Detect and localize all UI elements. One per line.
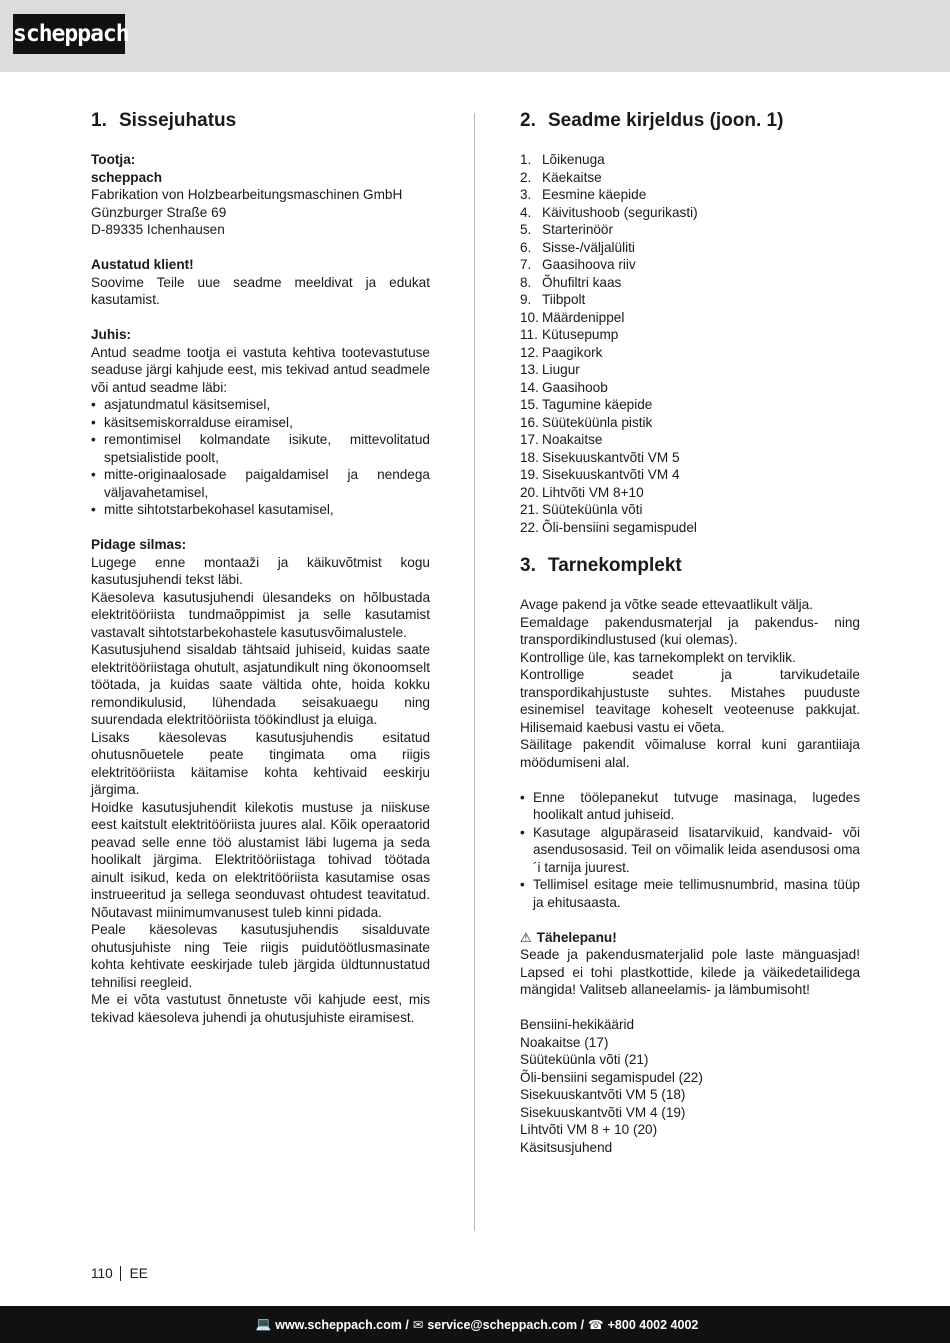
- attention-paragraph: Lisaks käesolevas kasutusjuhendis esitatud ohutusnõuetele peate tingimata oma riigis elektritööriista käitamise kohta kehtivaid eeskirju järgima.: [91, 729, 430, 797]
- list-item: 3. Eesmine käepide: [520, 187, 647, 202]
- list-item: Õli-bensiini segamispudel (22): [520, 1069, 703, 1085]
- left-column: [91, 108, 430, 1044]
- page-number-block: [91, 1266, 148, 1281]
- phone-icon: ☎: [588, 1318, 604, 1332]
- delivery-paragraph: Eemaldage pakendusmaterjal ja pakendus- ning transpordikindlustused (kui olemas).: [520, 614, 860, 647]
- language-code: EE: [129, 1266, 148, 1281]
- header-bar: [0, 0, 950, 72]
- list-item: Sisekuuskantvõti VM 4 (19): [520, 1104, 686, 1120]
- list-item: 14. Gaasihoob: [520, 379, 608, 395]
- list-item: • mitte-originaalosade paigaldamisel ja nendega väljavahetamisel,: [91, 466, 430, 501]
- list-item: 12. Paagikork: [520, 344, 603, 360]
- list-item: • Tellimisel esitage meie tellimusnumbrid, masina tüüp ja ehitusaasta.: [520, 876, 860, 911]
- attention-paragraph: Lugege enne montaaži ja käikuvõtmist kogu kasutusjuhendi tekst läbi.: [91, 554, 430, 587]
- customer-label: Austatud klient!: [91, 257, 194, 272]
- list-item: 2. Käekaitse: [520, 169, 602, 185]
- delivery-paragraph: Säilitage pakendit võimaluse korral kuni garantiiaja möödumiseni alal.: [520, 737, 860, 770]
- producer-name: scheppach: [91, 169, 163, 185]
- section-3-title: 3. Tarnekomplekt: [520, 555, 682, 576]
- list-item: Süüteküünla võti (21): [520, 1052, 649, 1067]
- scheppach-logo: scheppach: [13, 14, 125, 54]
- list-item: • Enne töölepanekut tutvuge masinaga, lugedes hoolikalt antud juhiseid.: [520, 789, 860, 824]
- page-number: 110: [91, 1266, 113, 1281]
- right-column: [520, 108, 860, 1156]
- producer-address-line: Fabrikation von Holzbearbeitungsmaschinen GmbH: [91, 187, 403, 202]
- attention-paragraph: Peale käesolevas kasutusjuhendis sisalduvate ohutusjuhiste ning Teie riigis puidutöötlusmasinate kohta kehtivate eeskirjade tuleb järgida üldtunnustatud tehnilisi reegleid.: [91, 922, 430, 990]
- list-item: Käsitsusjuhend: [520, 1139, 613, 1155]
- delivery-list-block: [520, 789, 860, 912]
- list-item: 8. Õhufiltri kaas: [520, 274, 622, 290]
- producer-address-line: Günzburger Straße 69: [91, 204, 227, 220]
- phone-number[interactable]: +800 4002 4002: [607, 1317, 699, 1332]
- list-item: 20. Lihtvõti VM 8+10: [520, 484, 644, 500]
- website-link[interactable]: www.scheppach.com /: [275, 1317, 409, 1332]
- list-item: Bensiini-hekikäärid: [520, 1017, 635, 1032]
- computer-icon: 💻: [255, 1317, 272, 1331]
- notice-text: Antud seadme tootja ei vastuta kehtiva tootevastutuse seaduse järgi kahjude eest, mis tekivad antud seadmele või antud seadme läbi:: [91, 344, 430, 395]
- section-2-title: 2. Seadme kirjeldus (joon. 1): [520, 110, 784, 131]
- list-item: 16. Süüteküünla pistik: [520, 414, 653, 430]
- delivery-paragraph: Avage pakend ja võtke seade ettevaatlikult välja.: [520, 597, 813, 612]
- list-item: 21. Süüteküünla võti: [520, 502, 643, 517]
- list-item: 15. Tagumine käepide: [520, 397, 653, 412]
- list-item: 1. Lõikenuga: [520, 152, 605, 167]
- contents-list: [520, 1016, 860, 1156]
- notice-list: [91, 396, 430, 519]
- list-item: 7. Gaasihoova riiv: [520, 257, 636, 272]
- delivery-block: [520, 596, 860, 771]
- email-link[interactable]: service@scheppach.com /: [427, 1317, 585, 1332]
- customer-block: [91, 256, 430, 309]
- delivery-paragraph: Kontrollige seadet ja tarvikudetaile transpordikahjustuste suhtes. Mistahes puuduste esinemisel teavitage koheselt veoteenuse pakkujat. Hilisemaid kaebusi vastu ei võeta.: [520, 667, 860, 735]
- column-divider: [474, 113, 475, 1231]
- list-item: 19. Sisekuuskantvõti VM 4: [520, 467, 680, 482]
- warning-block: [520, 929, 860, 999]
- list-item: Sisekuuskantvõti VM 5 (18): [520, 1087, 686, 1102]
- list-item: 22. Õli-bensiini segamispudel: [520, 519, 697, 535]
- list-item: 10. Määrdenippel: [520, 309, 625, 325]
- attention-label: Pidage silmas:: [91, 537, 187, 552]
- list-item: 11. Kütusepump: [520, 327, 619, 342]
- attention-block: [91, 536, 430, 1026]
- delivery-paragraph: Kontrollige üle, kas tarnekomplekt on terviklik.: [520, 649, 796, 665]
- delivery-list: [520, 789, 860, 912]
- parts-list: [520, 151, 860, 536]
- list-item: 17. Noakaitse: [520, 432, 603, 447]
- list-item: Lihtvõti VM 8 + 10 (20): [520, 1122, 658, 1137]
- warning-heading: ⚠ Tähelepanu!: [520, 929, 617, 945]
- page-divider: [120, 1266, 121, 1281]
- attention-paragraph: Käesoleva kasutusjuhendi ülesandeks on hõlbustada elektritööriista tundmaõppimist ja selle kasutamist vastavalt sihtotstarbekohastele kasutusvõimalustele.: [91, 589, 430, 640]
- notice-block: [91, 326, 430, 519]
- list-item: • asjatundmatul käsitsemisel,: [91, 396, 430, 414]
- list-item: 4. Käivitushoob (segurikasti): [520, 204, 698, 220]
- footer-bar: [0, 1306, 950, 1343]
- notice-label: Juhis:: [91, 327, 132, 342]
- producer-block: [91, 151, 430, 239]
- warning-text: Seade ja pakendusmaterjalid pole laste mänguasjad! Lapsed ei tohi plastkottide, kilede ja väikedetailidega mängida! Valitseb allaneelamis- ja lämbumisoht!: [520, 947, 860, 997]
- list-item: • käsitsemiskorralduse eiramisel,: [91, 414, 430, 432]
- attention-paragraph: Hoidke kasutusjuhendit kilekotis mustuse ja niiskuse eest kaitstult elektritööriista juures alal. Kõik operaatorid peavad selle enne töö alustamist läbi lugema ja seda hoolikalt järgima. Elektritööriistaga tohivad töötada ainult isikud, keda on elektritööriista kasutamise osas instrueeritud ja sellega seonduvast ohtudest teavitatud. Nõutavast miinimumvanusest tuleb kinni pidada.: [91, 799, 430, 920]
- list-item: • remontimisel kolmandate isikute, mittevolitatud spetsialistide poolt,: [91, 431, 430, 466]
- list-item: 6. Sisse-/väljalüliti: [520, 239, 635, 255]
- list-item: 13. Liugur: [520, 362, 580, 377]
- producer-label: Tootja:: [91, 152, 136, 167]
- producer-address-line: D-89335 Ichenhausen: [91, 222, 225, 237]
- warning-triangle-icon: ⚠: [520, 929, 532, 945]
- customer-text: Soovime Teile uue seadme meeldivat ja edukat kasutamist.: [91, 274, 430, 307]
- list-item: 5. Starterinöör: [520, 222, 614, 237]
- attention-paragraph: Kasutusjuhend sisaldab tähtsaid juhiseid, kuidas saate elektritööriistaga ohutult, asjatundikult ning ökonoomselt töötada, ja kuidas saate vältida ohte, hoida kokku remondikulusid, lühendada seisakuaegu ning suurendada elektritööriista töökindlust ja eluiga.: [91, 642, 430, 727]
- list-item: 18. Sisekuuskantvõti VM 5: [520, 449, 680, 465]
- list-item: • Kasutage algupäraseid lisatarvikuid, kandvaid- või asendusosasid. Teil on võimalik leida asendusosi oma ´i tarnija juurest.: [520, 824, 860, 877]
- list-item: Noakaitse (17): [520, 1034, 609, 1050]
- section-1-title: 1. Sissejuhatus: [91, 110, 237, 131]
- attention-paragraph: Me ei võta vastutust õnnetuste või kahjude eest, mis tekivad käesoleva juhendi ja ohutusjuhiste eiramisest.: [91, 992, 430, 1025]
- list-item: 9. Tiibpolt: [520, 292, 586, 307]
- list-item: • mitte sihtotstarbekohasel kasutamisel,: [91, 501, 430, 519]
- mail-icon: ✉: [412, 1318, 424, 1332]
